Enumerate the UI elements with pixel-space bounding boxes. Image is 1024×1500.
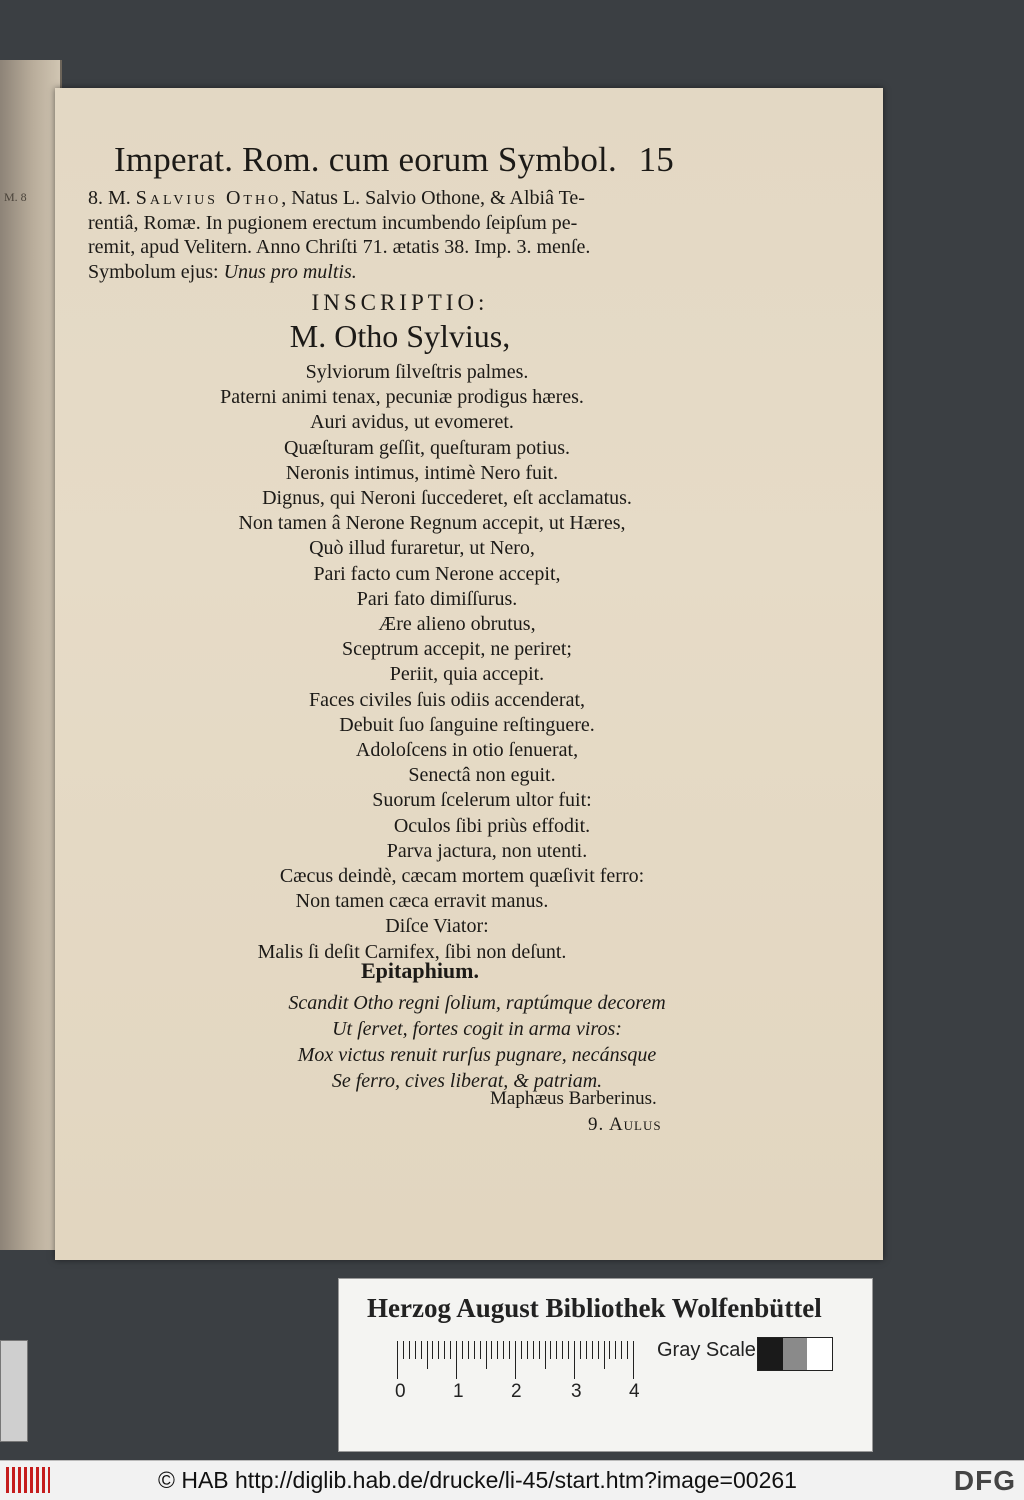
epitaph-verses <box>0 990 1024 1094</box>
page-number: 15 <box>638 140 674 179</box>
verse-line: Parva jactura, non utenti. <box>386 839 588 862</box>
inscriptio-heading: INSCRIPTIO: <box>311 290 489 315</box>
verse-line: Quò illud furaretur, ut Nero, <box>309 537 535 560</box>
ruler-tick <box>533 1341 534 1359</box>
ruler-tick <box>627 1341 628 1359</box>
ruler-number: 3 <box>571 1381 582 1402</box>
epitaph-line: Ut ſervet, fortes cogit in arma viros: <box>332 1018 622 1040</box>
library-name: Herzog August Bibliothek Wolfenbüttel <box>367 1293 822 1323</box>
ruler-tick <box>515 1341 516 1379</box>
verse-line: Senectâ non eguit. <box>408 764 556 787</box>
ruler-number: 2 <box>511 1381 522 1402</box>
verse-line: Sylviorum ſilveſtris palmes. <box>305 361 529 383</box>
ruler-tick <box>621 1341 622 1359</box>
ruler-tick <box>486 1341 487 1369</box>
running-head-title: Imperat. Rom. cum eorum Symbol. <box>114 140 617 179</box>
entry-name: Salvius Otho <box>135 187 282 209</box>
inscription-verses <box>0 360 1024 965</box>
margin-mark: M. 8 <box>4 190 27 204</box>
epitaph-line: Se ferro, cives liberat, & patriam. <box>331 1070 603 1092</box>
ruler-tick <box>497 1341 498 1359</box>
verse-line: Ære alieno obrutus, <box>378 613 536 636</box>
verse-line: Auri avidus, ut evomeret. <box>310 411 514 434</box>
ruler-tick <box>527 1341 528 1359</box>
swatch-dark <box>758 1338 783 1370</box>
inscriptio-name: M. Otho Sylvius, <box>289 318 511 354</box>
ruler-tick <box>568 1341 569 1359</box>
verse-line: Pari fato dimiſſurus. <box>356 587 518 610</box>
symbol-prefix: Symbolum ejus: <box>88 260 219 283</box>
verse-line: Suorum ſcelerum ultor fuit: <box>372 789 592 812</box>
entry-line-1-rest: , Natus L. Salvio Othone, & Albiâ Te- <box>281 187 585 209</box>
verse-line: Sceptrum accepit, ne periret; <box>342 638 572 661</box>
ruler-number: 4 <box>629 1381 640 1402</box>
ruler-tick <box>474 1341 475 1359</box>
ruler-tick <box>586 1341 587 1359</box>
ruler-tick <box>456 1341 457 1379</box>
ruler-tick <box>421 1341 422 1359</box>
verse-line: Pari facto cum Nerone accepit, <box>313 562 561 585</box>
catchword-text: 9. Aulus <box>588 1114 662 1135</box>
gray-scale-swatches <box>757 1337 833 1371</box>
dfg-logo: DFG <box>953 1465 1016 1496</box>
ruler-tick <box>592 1341 593 1359</box>
ruler-tick <box>503 1341 504 1359</box>
footer-bar <box>0 1460 1024 1500</box>
verse-line: Neronis intimus, intimè Nero fuit. <box>285 461 559 484</box>
symbol-motto: Unus pro multis. <box>223 260 357 283</box>
gray-scale-label: Gray Scale <box>657 1339 756 1361</box>
ruler-number: 0 <box>395 1381 406 1402</box>
verse-line: Non tamen cæca erravit manus. <box>295 890 549 913</box>
entry-line-4 <box>88 260 688 285</box>
copyright-link[interactable]: © HAB http://diglib.hab.de/drucke/li-45/start.htm?image=00261 <box>158 1467 797 1493</box>
ruler-tick <box>468 1341 469 1359</box>
side-card <box>0 1340 28 1442</box>
ruler-tick <box>509 1341 510 1359</box>
calibration-card <box>338 1278 873 1452</box>
ruler <box>397 1341 647 1381</box>
epitaph-line: Scandit Otho regni ſolium, raptúmque decorem <box>288 992 666 1014</box>
ruler-tick <box>409 1341 410 1359</box>
verse-line: Dignus, qui Neroni ſuccederet, eſt acclamatus. <box>262 487 632 510</box>
verse-line: Diſce Viator: <box>385 915 489 938</box>
entry-line-3: remit, apud Velitern. Anno Chriſti 71. ætatis 38. Imp. 3. menſe. <box>88 236 591 258</box>
verse-line: Periit, quia accepit. <box>389 663 545 686</box>
running-head <box>114 140 674 180</box>
verse-line: Faces civiles ſuis odiis accenderat, <box>308 688 585 711</box>
entry-line-1 <box>88 186 688 211</box>
ruler-tick <box>615 1341 616 1359</box>
ruler-tick <box>562 1341 563 1359</box>
swatch-light <box>807 1338 832 1370</box>
verse-line: Adoloſcens in otio ſenuerat, <box>355 739 579 762</box>
ruler-tick <box>427 1341 428 1369</box>
ruler-tick <box>438 1341 439 1359</box>
ruler-tick <box>580 1341 581 1359</box>
entry-paragraph <box>88 186 688 284</box>
ruler-tick <box>633 1341 634 1379</box>
epitaph-title: Epitaphium. <box>361 958 479 983</box>
verse-line: Malis ſi deſit Carnifex, ſibi non deſunt. <box>257 940 567 963</box>
ruler-tick <box>521 1341 522 1359</box>
verse-line: Paterni animi tenax, pecuniæ prodigus hæres. <box>220 386 584 409</box>
verse-line: Oculos ſibi priùs effodit. <box>393 814 591 837</box>
ruler-tick <box>550 1341 551 1359</box>
ruler-tick <box>462 1341 463 1359</box>
swatch-mid <box>783 1338 808 1370</box>
ruler-tick <box>491 1341 492 1359</box>
ruler-numbers <box>391 1381 651 1409</box>
entry-line-2: rentiâ, Romæ. In pugionem erectum incumbendo ſeipſum pe- <box>88 211 578 234</box>
ruler-tick <box>480 1341 481 1359</box>
ruler-tick <box>450 1341 451 1359</box>
ruler-tick <box>415 1341 416 1359</box>
ruler-tick <box>539 1341 540 1359</box>
entry-number: 8. M. <box>88 187 131 209</box>
hab-logo-icon <box>6 1467 50 1493</box>
ruler-tick <box>397 1341 398 1379</box>
ruler-tick <box>556 1341 557 1359</box>
ruler-tick <box>444 1341 445 1359</box>
verse-line: Quæſturam geſſit, queſturam potius. <box>283 436 571 459</box>
ruler-tick <box>545 1341 546 1369</box>
verse-line: Non tamen â Nerone Regnum accepit, ut Hæres, <box>238 512 626 535</box>
catchword <box>588 1114 662 1136</box>
ruler-tick <box>574 1341 575 1379</box>
epitaph-signature: Maphæus Barberinus. <box>490 1088 657 1109</box>
ruler-tick <box>604 1341 605 1369</box>
verse-line: Debuit ſuo ſanguine reſtinguere. <box>339 713 595 736</box>
ruler-tick <box>432 1341 433 1359</box>
ruler-tick <box>609 1341 610 1359</box>
epitaph-line: Mox victus renuit rurſus pugnare, necánsque <box>297 1044 657 1066</box>
ruler-number: 1 <box>453 1381 464 1402</box>
ruler-tick <box>598 1341 599 1359</box>
ruler-tick <box>403 1341 404 1359</box>
verse-line: Cæcus deindè, cæcam mortem quæſivit ferro: <box>279 865 645 888</box>
